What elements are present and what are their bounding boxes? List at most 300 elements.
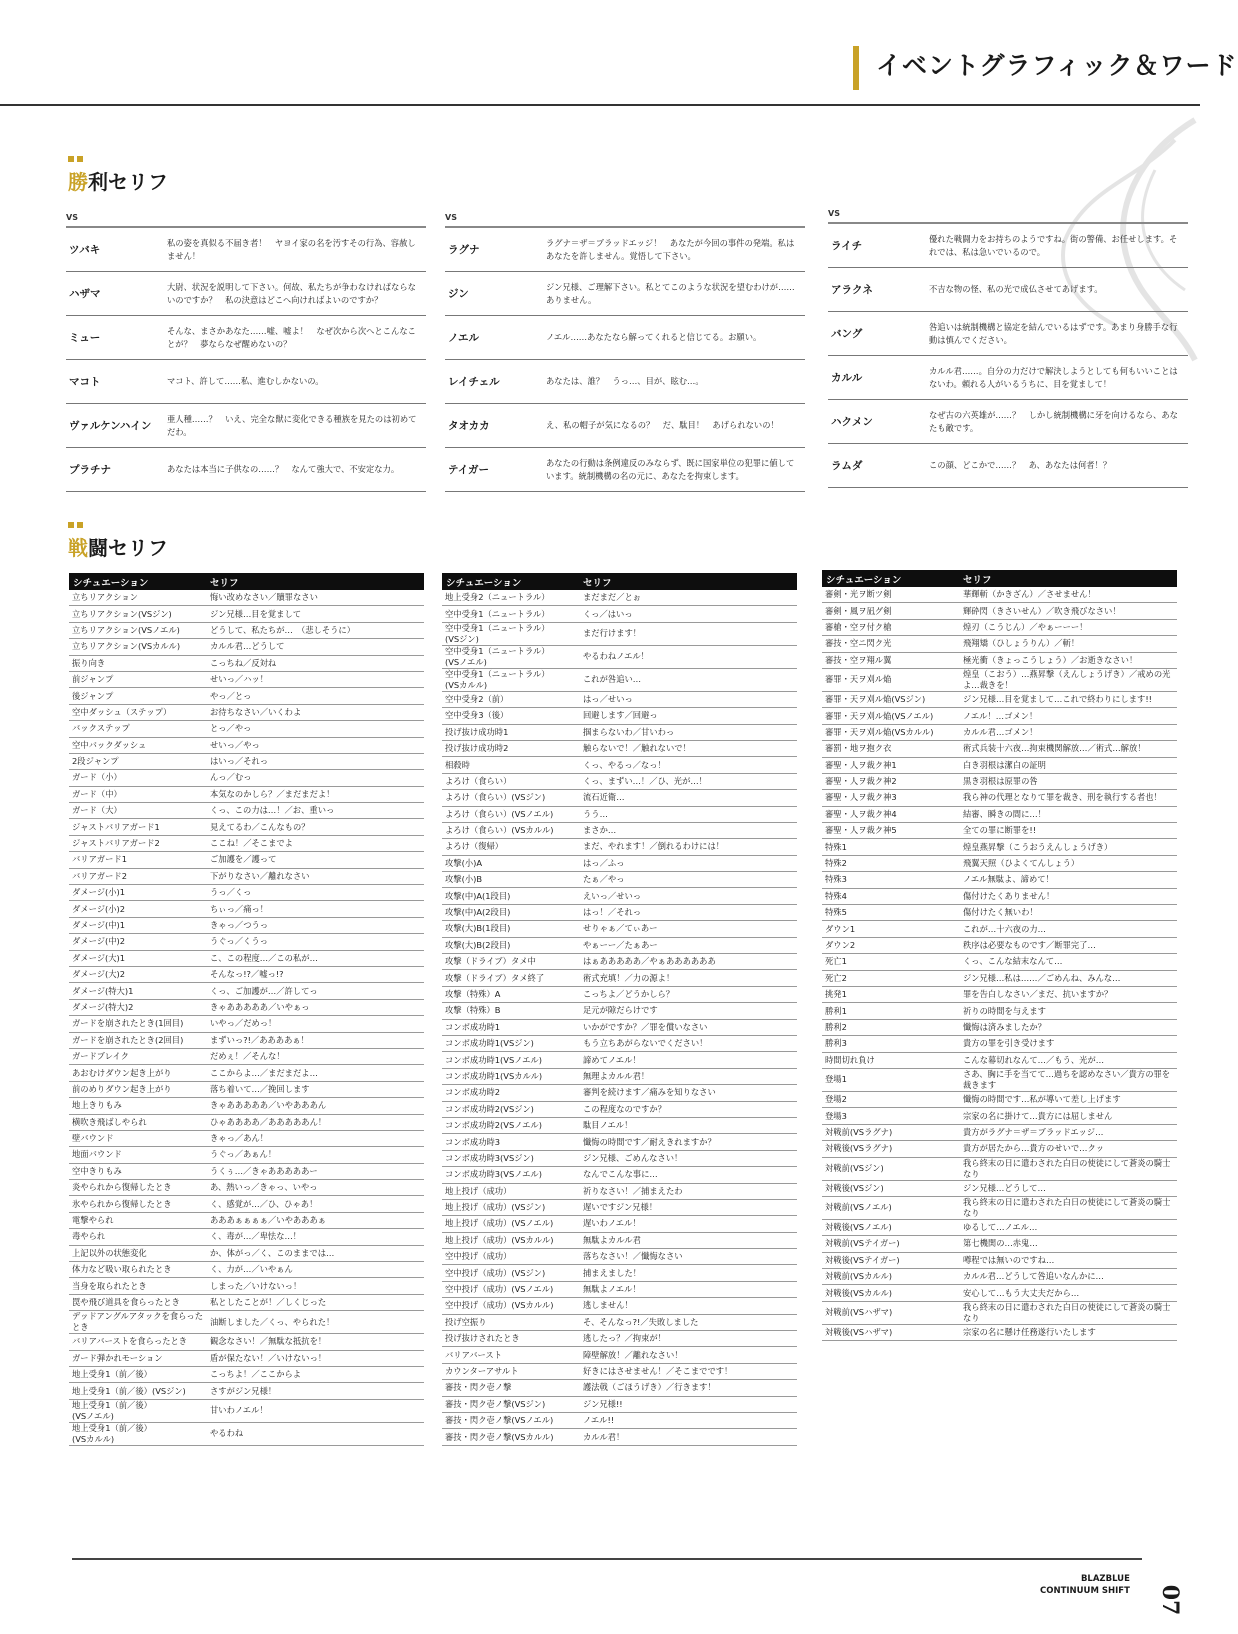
situation-cell: 地上受身1（前／後） xyxy=(72,1369,152,1380)
situation-cell: 勝利1 xyxy=(825,1005,847,1016)
table-row xyxy=(69,606,424,622)
line-cell: やるわね xyxy=(210,1428,244,1439)
situation-cell: 地上きりもみ xyxy=(72,1100,122,1111)
vs-label: VS xyxy=(828,209,840,218)
situation-cell: 上記以外の状態変化 xyxy=(72,1247,147,1258)
victory-line: 私の姿を真似る不届き者！ ヤヨイ家の名を汚すその行為、容赦しません！ xyxy=(167,237,416,261)
table-row xyxy=(442,1167,797,1183)
situation-cell: あおむけダウン起き上がり xyxy=(72,1067,172,1078)
situation-cell: 時間切れ負け xyxy=(825,1054,875,1065)
line-cell: えいっ／せいっ xyxy=(583,890,642,901)
situation-cell: 攻撃（特殊）A xyxy=(445,989,501,999)
table-row xyxy=(442,1249,797,1265)
victory-line: そんな、まさかあなた……嘘、嘘よ！ なぜ次から次へとこんなことが？ 夢ならなぜ醒めないの？ xyxy=(167,325,416,349)
situation-cell: 投げ空振り xyxy=(445,1316,487,1327)
situation-cell: 特殊1 xyxy=(825,841,847,852)
table-row xyxy=(822,1325,1177,1341)
victory-row xyxy=(445,316,805,360)
line-cell: そんなっ!?／嘘っ!? xyxy=(210,969,284,980)
table-row xyxy=(69,639,424,655)
situation-cell: 対戦後(VSノエル) xyxy=(825,1222,892,1233)
line-cell: まだまだ／とぉ xyxy=(583,592,641,603)
situation-cell: 攻撃(中)A(1段目) xyxy=(445,890,511,901)
victory-line: カルル君……。自分の力だけで解決しようとしても何もいいことはないわ。頼れる人がいるうちに、目を覚まして！ xyxy=(929,365,1178,389)
table-row xyxy=(442,692,797,708)
situation-cell: 対戦後(VSテイガー) xyxy=(825,1254,900,1265)
line-cell: きゃあああああ／いやぁっ xyxy=(210,1001,310,1012)
line-cell: うくぅ…／きゃあああああー xyxy=(210,1165,318,1176)
line-cell: 罪を告白しなさい／まだ、抗いますか？ xyxy=(963,989,1113,1000)
table-row xyxy=(442,790,797,806)
table-row xyxy=(442,1069,797,1085)
victory-section-heading xyxy=(68,156,168,195)
victory-row xyxy=(445,448,805,492)
table-row xyxy=(69,934,424,950)
table-row xyxy=(69,852,424,868)
situation-cell: 前ジャンプ xyxy=(72,674,114,685)
table-row xyxy=(442,1020,797,1036)
victory-table xyxy=(828,222,1188,488)
table-row xyxy=(822,1092,1177,1108)
victory-row xyxy=(66,316,426,360)
battle-column-3 xyxy=(822,570,1177,1341)
situation-cell: 登場1 xyxy=(825,1074,847,1085)
situation-cell: 空中バックダッシュ xyxy=(72,739,147,750)
line-cell: 盾が保たない！／いけないっ！ xyxy=(210,1352,327,1363)
line-cell: はいっ／それっ xyxy=(210,756,269,767)
table-row xyxy=(822,823,1177,839)
line-cell: ノエル!! xyxy=(583,1415,615,1426)
table-row xyxy=(69,1098,424,1114)
table-row xyxy=(822,1108,1177,1124)
victory-row xyxy=(828,312,1188,356)
line-cell: 逃しません！ xyxy=(583,1300,633,1311)
situation-cell: バリアガード1 xyxy=(72,854,127,865)
table-row xyxy=(822,620,1177,636)
table-row xyxy=(69,1400,424,1423)
vs-label: VS xyxy=(445,213,457,222)
table-row xyxy=(69,1065,424,1081)
line-cell: 私としたことが！／しくじった xyxy=(210,1296,327,1307)
table-row xyxy=(442,646,797,669)
line-cell: ジン兄様…目を覚まして…これで終わりにします!! xyxy=(963,694,1152,705)
table-row xyxy=(69,1049,424,1065)
table-row xyxy=(69,803,424,819)
table-row xyxy=(822,807,1177,823)
table-row xyxy=(442,1331,797,1347)
table-row xyxy=(69,1016,424,1032)
table-row xyxy=(69,721,424,737)
line-cell: 護法戟（ごほうげき）／行きます！ xyxy=(583,1382,716,1393)
table-row xyxy=(442,905,797,921)
situation-cell: 審技・閃ク壱ノ撃(VSジン) xyxy=(445,1398,546,1409)
line-cell: もう立ちあがらないでください！ xyxy=(583,1038,708,1049)
situation-cell: 審技・空ニ閃ク光 xyxy=(825,638,892,649)
line-cell: 煌皇燕昇撃（こうおうえんしょうげき） xyxy=(963,841,1113,852)
line-cell: 見えてるわ／こんなもの？ xyxy=(210,821,310,832)
table-row xyxy=(69,1180,424,1196)
table-row xyxy=(822,653,1177,669)
line-cell: こっちよ／どうかしら？ xyxy=(583,989,675,999)
line-cell: まだ行けます！ xyxy=(583,628,642,639)
situation-cell: 審技・閃ク壱ノ撃(VSノエル) xyxy=(445,1415,554,1426)
situation-cell: 地上受身2（ニュートラル） xyxy=(445,592,550,603)
situation-cell: 対戦後(VSラグナ) xyxy=(825,1143,893,1154)
table-row xyxy=(822,1020,1177,1036)
opponent-name: カルル xyxy=(831,372,863,384)
line-cell: ちぃっ／痛っ！ xyxy=(210,903,269,914)
table-row xyxy=(69,787,424,803)
table-row xyxy=(822,636,1177,652)
line-cell: 結審、瞬きの間に…！ xyxy=(963,808,1046,819)
table-row xyxy=(442,590,797,606)
victory-column-3 xyxy=(828,206,1188,488)
table-row xyxy=(69,885,424,901)
situation-cell: 地上投げ（成功） xyxy=(445,1185,512,1196)
victory-line: 大尉、状況を説明して下さい。何故、私たちが争わなければならないのですか？ 私の決意はどこへ向ければよいのですか？ xyxy=(167,281,416,305)
situation-column-header: シチュエーション xyxy=(73,577,149,589)
victory-line: あなたの行動は条例違反のみならず、既に国家単位の犯罪に値しています。統制機構の名の元に、あなたを拘束します。 xyxy=(546,457,795,481)
table-row xyxy=(442,725,797,741)
situation-cell: 対戦前(VSハザマ) xyxy=(825,1307,893,1318)
table-row xyxy=(822,921,1177,937)
battle-section-heading xyxy=(68,522,168,561)
line-cell: はっ／せいっ xyxy=(583,693,633,704)
line-cell: ここね！／そこまでよ xyxy=(210,838,293,849)
situation-cell: よろけ（食らい） xyxy=(445,775,512,786)
line-cell: 貴方が居たから…貴方のせいで…クッ xyxy=(963,1143,1105,1154)
table-row xyxy=(822,1053,1177,1069)
table-row xyxy=(442,987,797,1003)
situation-cell: 壁バウンド xyxy=(72,1133,114,1144)
line-cell: カルル君！ xyxy=(583,1431,625,1442)
line-cell: 全ての罪に断罪を!! xyxy=(963,825,1037,836)
line-cell: やっ／とっ xyxy=(210,690,252,701)
table-row xyxy=(69,1278,424,1294)
situation-cell: 対戦前(VSテイガー) xyxy=(825,1238,900,1249)
situation-cell: 審聖・人ヲ裁ク神1 xyxy=(825,759,897,770)
battle-table-body xyxy=(822,587,1177,1341)
situation-cell: 地上受身1（前／後）(VSジン) xyxy=(72,1385,186,1396)
victory-row xyxy=(66,272,426,316)
line-cell: くっ、まずい…！／ひ、光が…！ xyxy=(583,775,707,786)
situation-cell: 立ちリアクション(VSジン) xyxy=(72,608,172,619)
opponent-name: ライチ xyxy=(831,240,863,252)
line-cell: さあ、胸に手を当てて…過ちを認めなさい／貴方の罪を裁きます xyxy=(963,1068,1171,1090)
line-cell: 甘いわノエル！ xyxy=(210,1405,268,1416)
situation-cell: 攻撃(中)A(2段目) xyxy=(445,907,511,918)
battle-table-header xyxy=(69,573,424,590)
situation-cell: 審罰・地ヲ抱ク衣 xyxy=(825,743,892,754)
situation-cell: 罠や飛び道具を食らったとき xyxy=(72,1296,180,1307)
victory-line: え、私の帽子が気になるの？ だ、駄目！ あげられないの！ xyxy=(546,420,779,430)
line-cell: ゆるして…ノエル… xyxy=(963,1222,1038,1233)
line-cell: 逃したっ？／拘束が！ xyxy=(583,1333,666,1344)
table-row xyxy=(69,1082,424,1098)
situation-cell: 空中ダッシュ（ステップ） xyxy=(72,706,172,717)
line-cell: うう… xyxy=(583,808,608,819)
victory-column-2 xyxy=(445,210,805,492)
situation-cell: ダメージ(大)2 xyxy=(72,969,126,980)
table-row xyxy=(822,1125,1177,1141)
victory-title-first-char: 勝 xyxy=(68,170,88,194)
footer-rule xyxy=(72,1558,1142,1560)
table-row xyxy=(442,708,797,724)
line-cell: く、毒が…／卑怯な…！ xyxy=(210,1231,302,1242)
line-cell: やぁーー／たぁあー xyxy=(583,939,658,950)
table-row xyxy=(69,1000,424,1016)
situation-cell: 立ちリアクション(VSカルル) xyxy=(72,641,181,652)
line-cell: 貴方がラグナ＝ザ＝ブラッドエッジ… xyxy=(963,1126,1104,1137)
table-row xyxy=(442,1397,797,1413)
line-cell: なんでこんな事に… xyxy=(583,1169,658,1180)
line-cell: くっ、この力は…！／お、重いっ xyxy=(210,805,335,816)
line-cell: 煌皇（こおう）…燕昇撃（えんしょうげき）／戒めの光よ…裁きを！ xyxy=(963,668,1171,690)
victory-line: 咎追いは統制機構と協定を結んでいるはずです。あまり身勝手な行動は慎んでください。 xyxy=(929,321,1178,345)
line-column-header: セリフ xyxy=(963,574,992,586)
line-cell: 諦めてノエル！ xyxy=(583,1054,641,1065)
situation-cell: 空中投げ（成功） xyxy=(445,1251,512,1262)
situation-cell: 攻撃(大)B(1段目) xyxy=(445,923,511,934)
victory-line: 亜人種……？ いえ、完全な獣に変化できる種族を見たのは初めてだわ。 xyxy=(167,413,417,437)
line-cell: こっちよ！／ここからよ xyxy=(210,1369,302,1380)
line-cell: 宗家の名に懸け任務遂行いたします xyxy=(963,1327,1096,1338)
situation-cell: コンボ成功時1(VSカルル) xyxy=(445,1070,543,1081)
line-cell: くっ、やるっ／なっ！ xyxy=(583,759,666,770)
situation-cell: 勝利2 xyxy=(825,1021,847,1032)
situation-cell: ジャストバリアガード2 xyxy=(72,838,160,849)
situation-cell: ダウン1 xyxy=(825,923,856,934)
heading-dots-icon xyxy=(68,156,168,162)
victory-line: あなたは本当に子供なの……？ なんて強大で、不安定な力。 xyxy=(167,464,400,474)
line-cell: ご加護を／護って xyxy=(210,854,277,865)
victory-row xyxy=(445,272,805,316)
line-cell: あああぁぁぁぁ／いやあああぁ xyxy=(210,1215,326,1226)
table-row xyxy=(69,688,424,704)
line-cell: きゃっ／つうっ xyxy=(210,920,269,930)
situation-cell: バリアガード2 xyxy=(72,870,127,881)
situation-cell: ダメージ(中)2 xyxy=(72,936,126,947)
table-row xyxy=(822,725,1177,741)
situation-cell: コンボ成功時2 xyxy=(445,1087,501,1098)
situation-cell: 2段ジャンプ xyxy=(72,756,119,767)
line-cell: 悔い改めなさい／贖罪なさい xyxy=(210,592,318,603)
table-row xyxy=(69,951,424,967)
table-row xyxy=(69,623,424,639)
situation-cell: ガード弾かれモーション xyxy=(72,1352,163,1363)
victory-line: マコト、許して……私、進むしかないの。 xyxy=(167,376,324,386)
line-cell: 白き羽根は潔白の証明 xyxy=(963,759,1046,770)
situation-cell: コンボ成功時1(VSノエル) xyxy=(445,1054,542,1065)
table-row xyxy=(442,807,797,823)
table-row xyxy=(442,839,797,855)
line-cell: まさか… xyxy=(583,825,617,836)
line-cell: とっ／やっ xyxy=(210,723,252,734)
battle-table-header xyxy=(442,573,797,590)
situation-cell: 投げ抜けされたとき xyxy=(445,1333,520,1344)
table-row xyxy=(822,692,1177,708)
victory-line: ジン兄様、ご理解下さい。私とてこのような状況を望むわけが……ありません。 xyxy=(546,281,795,305)
situation-cell: よろけ（復帰） xyxy=(445,841,504,852)
line-cell: ジン兄様!! xyxy=(583,1398,623,1409)
opponent-name: バング xyxy=(831,328,863,340)
situation-cell: 空中投げ（成功）(VSカルル) xyxy=(445,1300,554,1311)
table-row xyxy=(442,1200,797,1216)
situation-cell: 立ちリアクション(VSノエル) xyxy=(72,624,180,635)
table-row xyxy=(442,856,797,872)
situation-cell: 空中受身1（ニュートラル） xyxy=(445,608,550,619)
situation-cell: 挑発1 xyxy=(825,989,847,1000)
situation-cell: 立ちリアクション xyxy=(72,592,138,603)
table-row xyxy=(822,1269,1177,1285)
line-cell: 秩序は必要なものです／断罪完了… xyxy=(963,940,1096,950)
situation-cell: 空中きりもみ xyxy=(72,1165,122,1176)
opponent-name: プラチナ xyxy=(69,464,111,476)
situation-cell: 攻撃（ドライブ）タメ終了 xyxy=(445,972,545,983)
line-cell: 傷付けたく無いわ！ xyxy=(963,907,1038,918)
line-cell: はっ！／それっ xyxy=(583,907,642,918)
situation-cell: 攻撃(小)B xyxy=(445,874,483,885)
situation-cell: 対戦前(VSノエル) xyxy=(825,1202,892,1213)
line-cell: たぁ／やっ xyxy=(583,874,625,885)
situation-cell: カウンターアサルト xyxy=(445,1365,519,1376)
line-cell: く、力が…／いやぁん xyxy=(210,1264,293,1275)
situation-cell: 対戦前(VSカルル) xyxy=(825,1271,892,1282)
line-cell: これが…十六夜の力… xyxy=(963,923,1046,934)
situation-cell: 横吹き飛ばしやられ xyxy=(72,1116,147,1127)
situation-cell: ガードブレイク xyxy=(72,1051,129,1062)
line-cell: くっ／はいっ xyxy=(583,608,633,619)
table-row xyxy=(822,1302,1177,1325)
table-row xyxy=(822,741,1177,757)
situation-cell: コンボ成功時1(VSジン) xyxy=(445,1038,534,1049)
table-row xyxy=(442,1265,797,1281)
victory-line: ノエル……あなたなら解ってくれると信じてる。お願い。 xyxy=(546,332,762,342)
situation-cell: コンボ成功時1 xyxy=(445,1021,501,1032)
situation-cell: バックステップ xyxy=(72,723,130,734)
table-row xyxy=(822,603,1177,619)
victory-row xyxy=(66,360,426,404)
victory-row xyxy=(445,228,805,272)
battle-section-title xyxy=(68,532,168,561)
opponent-name: ミュー xyxy=(69,332,101,344)
table-row xyxy=(69,590,424,606)
situation-cell: 勝利3 xyxy=(825,1038,847,1049)
situation-cell: 地上受身1（前／後） (VSカルル) xyxy=(72,1422,152,1444)
table-row xyxy=(442,1347,797,1363)
table-row xyxy=(822,987,1177,1003)
line-cell: 触らないで！／触れないで！ xyxy=(583,743,691,754)
line-cell: こんな幕切れなんて…／もう、光が… xyxy=(963,1054,1105,1065)
situation-cell: ガード（中） xyxy=(72,788,122,799)
line-cell: ジン兄様…どうして… xyxy=(963,1182,1046,1193)
line-cell: 我ら終末の日に遣わされた白日の使徒にして蒼炎の騎士なり xyxy=(963,1301,1171,1323)
table-row xyxy=(69,1164,424,1180)
table-row xyxy=(69,1351,424,1367)
line-cell: 華輝斬（かきざん）／させません！ xyxy=(963,589,1096,600)
line-cell: 下がりなさい／離れなさい xyxy=(210,870,310,881)
victory-section-title xyxy=(68,166,168,195)
table-row xyxy=(442,1151,797,1167)
victory-row xyxy=(828,356,1188,400)
battle-table-body xyxy=(442,590,797,1446)
table-row xyxy=(822,1036,1177,1052)
line-cell: お待ちなさい／いくわよ xyxy=(210,706,302,717)
heading-dots-icon xyxy=(68,522,168,528)
situation-cell: 体力など吸い取られたとき xyxy=(72,1264,172,1275)
situation-cell: 対戦前(VSジン) xyxy=(825,1163,884,1173)
opponent-name: ヴァルケンハイン xyxy=(69,420,152,432)
situation-cell: バリアバーストを食らったとき xyxy=(72,1336,188,1347)
victory-line: なぜ古の六英雄が……？ しかし統制機構に牙を向けるなら、あなたも敵です。 xyxy=(929,409,1178,433)
line-cell: 障壁解放！／離れなさい！ xyxy=(583,1349,683,1360)
line-cell: これが咎追い… xyxy=(583,674,642,685)
table-row xyxy=(822,1253,1177,1269)
table-row xyxy=(69,1131,424,1147)
line-cell: 審判を続けます／痛みを知りなさい xyxy=(583,1087,716,1098)
table-row xyxy=(69,1147,424,1163)
situation-cell: 審聖・人ヲ裁ク神4 xyxy=(825,808,897,819)
table-row xyxy=(69,869,424,885)
table-row xyxy=(442,1036,797,1052)
line-cell: くっ、ご加護が…／許してっ xyxy=(210,985,318,996)
victory-line: ラグナ＝ザ＝ブラッドエッジ！ あなたが今回の事件の発端。私はあなたを許しません。覚悟して下さい。 xyxy=(546,237,795,261)
table-row xyxy=(822,669,1177,692)
line-cell: きゃあああああ／いやあああん xyxy=(210,1100,327,1111)
line-cell: く、感覚が…／ひ、ひゃあ！ xyxy=(210,1198,318,1209)
line-cell: 貴方の罪を引き受けます xyxy=(963,1038,1055,1049)
table-row xyxy=(69,672,424,688)
line-cell: 本気なのかしら？／まだまだよ！ xyxy=(210,788,335,799)
line-cell: だめぇ！／そんな！ xyxy=(210,1051,285,1062)
situation-cell: 登場3 xyxy=(825,1110,847,1121)
footer-brand-line2: CONTINUUM SHIFT xyxy=(1040,1586,1130,1596)
line-cell: せいっ／やっ xyxy=(210,739,260,750)
table-row xyxy=(822,856,1177,872)
victory-line: 不吉な物の怪、私の光で成仏させてあげます。 xyxy=(929,284,1103,294)
battle-title-rest: 闘セリフ xyxy=(88,536,168,560)
situation-cell: ダウン2 xyxy=(825,940,856,950)
situation-cell: 審罪・天ヲ刈ル焔(VSジン) xyxy=(825,694,926,705)
victory-title-rest: 利セリフ xyxy=(88,170,168,194)
table-row xyxy=(69,967,424,983)
battle-table-body xyxy=(69,590,424,1446)
table-row xyxy=(69,705,424,721)
battle-title-first-char: 戦 xyxy=(68,536,88,560)
line-cell: 黒き羽根は原罪の咎 xyxy=(963,776,1038,787)
line-cell: 好きにはさせません！／そこまでです！ xyxy=(583,1365,733,1376)
situation-column-header: シチュエーション xyxy=(446,577,522,589)
line-cell: 我ら終末の日に遣わされた白日の使徒にして蒼炎の騎士なり xyxy=(963,1196,1171,1218)
situation-cell: ガード（小） xyxy=(72,772,122,783)
line-cell: んっ／むっ xyxy=(210,772,252,783)
line-cell: はっ／ふっ xyxy=(583,857,625,868)
line-cell: カルル君…ゴメン！ xyxy=(963,726,1038,737)
table-row xyxy=(822,1069,1177,1092)
situation-cell: ダメージ(大)1 xyxy=(72,952,126,963)
situation-cell: ガード（大） xyxy=(72,805,122,816)
table-row xyxy=(69,901,424,917)
situation-cell: 振り向き xyxy=(72,657,106,668)
line-cell: 術式充填！／力の源よ！ xyxy=(583,972,675,983)
line-cell: 術式兵装十六夜…拘束機関解放…／術式…解放！ xyxy=(963,743,1146,754)
victory-row xyxy=(828,444,1188,488)
line-cell: せりゃぁ／てぃあー xyxy=(583,923,658,934)
table-row xyxy=(69,754,424,770)
situation-cell: ダメージ(小)2 xyxy=(72,903,126,914)
victory-table xyxy=(445,226,805,492)
situation-cell: 攻撃(小)A xyxy=(445,857,483,868)
